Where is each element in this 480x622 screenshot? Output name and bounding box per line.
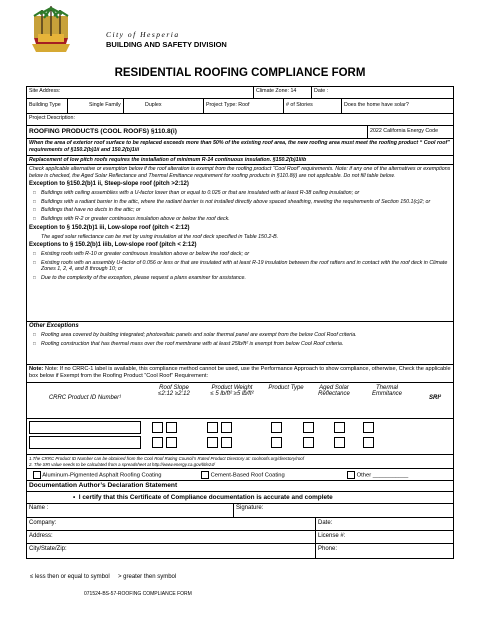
symbol-legend: ≤ less then or equal to symbol > greater then symbol bbox=[30, 574, 177, 580]
row-input-boxes[interactable] bbox=[271, 437, 374, 450]
climate-zone: Climate Zone: 14 bbox=[253, 87, 311, 98]
stories-field[interactable]: # of Stories bbox=[283, 99, 341, 113]
site-row bbox=[27, 87, 453, 99]
building-row bbox=[27, 99, 453, 114]
single-family-label: Single Family bbox=[89, 102, 121, 108]
other-exceptions-title: Other Exceptions bbox=[29, 323, 79, 329]
slope-checkboxes[interactable] bbox=[152, 437, 177, 450]
city-row bbox=[27, 544, 453, 558]
city-state-zip-field[interactable]: City/State/Zip: bbox=[29, 546, 67, 552]
declaration-title: Documentation Author’s Declaration Statement bbox=[29, 482, 178, 489]
name-row bbox=[27, 504, 453, 518]
exception-option[interactable]: □ Due to the complexity of the exception, please request a plans examiner for assistance. bbox=[27, 274, 453, 283]
exceptions-section bbox=[27, 165, 453, 322]
coating-option-aluminum[interactable]: Aluminum-Pigmented Asphalt Roofing Coating bbox=[31, 469, 164, 480]
crrc-id-input[interactable] bbox=[29, 436, 141, 449]
table-header bbox=[27, 383, 453, 419]
exception-option[interactable]: □ Buildings with ceiling assemblies with a U-factor lower than or equal to 0.025 or that are insulated with at least R-38 ceiling insulation; or bbox=[27, 189, 453, 198]
phone-field[interactable]: Phone: bbox=[315, 544, 453, 558]
col-sri: SRI² bbox=[429, 395, 441, 401]
signature-field[interactable]: Signature: bbox=[233, 504, 453, 517]
other-exceptions bbox=[27, 322, 453, 365]
footnotes bbox=[27, 455, 453, 469]
solar-question[interactable]: Does the home have solar? bbox=[341, 99, 453, 113]
declaration-heading bbox=[27, 481, 453, 492]
certify-statement: • I certify that this Certificate of Compliance documentation is accurate and complete bbox=[73, 494, 333, 501]
single-family-checkbox[interactable] bbox=[67, 99, 86, 113]
exception-option[interactable]: □ Existing roofs with R-10 or greater continuous insulation above or below the roof deck; or bbox=[27, 250, 453, 259]
exception-option[interactable]: □ Existing roofs with an assembly U-factor of 0.056 or less or that are insulated with at least R-19 insulation between the roof rafters and in contact with the roof deck in Climate Zones 1, 2, 4, and 8 through 10; or bbox=[27, 259, 453, 274]
address-row bbox=[27, 531, 453, 544]
license-field[interactable]: License #: bbox=[315, 531, 453, 543]
exception-option[interactable]: □ Roofing area covered by building integrated; photovoltaic panels and solar thermal panel are exempt from the below Cool Roof criteria. bbox=[27, 331, 453, 340]
weight-checkboxes[interactable] bbox=[207, 422, 232, 435]
exception-option[interactable]: □ Roofing construction that has thermal mass over the roof membrane with at least 25lb/ft² is exempt from below Cool Roof criteria. bbox=[27, 340, 453, 349]
table-body bbox=[27, 419, 453, 455]
division-name: BUILDING AND SAFETY DIVISION bbox=[106, 40, 227, 49]
form-id: 071524-BS-57-ROOFING COMPLIANCE FORM bbox=[84, 591, 192, 597]
city-logo bbox=[28, 4, 74, 54]
declaration-date-field[interactable]: Date: bbox=[315, 518, 453, 530]
col-thermal-emittance: Thermal Emmitance bbox=[371, 385, 402, 397]
address-field[interactable]: Address: bbox=[29, 533, 53, 539]
exception-option[interactable]: □ Buildings with R-2 or greater continuous insulation above or below the roof deck. bbox=[27, 215, 453, 224]
city-name: City of Hesperia bbox=[106, 30, 180, 39]
weight-checkboxes[interactable] bbox=[207, 437, 232, 450]
low-slope-iiib-exception-title: Exceptions to § 150.2(b)1 iiib, Low-slope roof (pitch < 2:12) bbox=[29, 242, 197, 249]
col-product-weight: Product Weight ≤ 5 lb/ft² ≥5 lb/ft² bbox=[210, 385, 254, 397]
company-row bbox=[27, 518, 453, 531]
row-input-boxes[interactable] bbox=[271, 422, 374, 435]
coating-option-other[interactable]: Other ___________ bbox=[345, 469, 410, 480]
cool-roof-requirement: When the area of exterior roof surface to be replaced exceeds more than 50% of the existing roof area, the new roofing area must meet the roofing product “ Cool roof” requirements of §150.2(b)1ii and 150.2(b)1iii bbox=[27, 139, 453, 156]
low-slope-exception-title: Exception to § 150.2(b)1 iii, Low-slope roof (pitch < 2:12) bbox=[29, 224, 190, 231]
energy-code: 2022 California Energy Code bbox=[367, 126, 453, 138]
project-description-field[interactable]: Project Description: bbox=[29, 115, 75, 121]
crrc-note: Note: Note: If no CRRC-1 label is available, this compliance method cannot be used, use the Performance Approach to show compliance, otherwise, Check the applicable box below if Exempt from the Roofing Product “Cool Roof” Requirement: bbox=[27, 365, 453, 383]
col-crrc-id: CRRC Product ID Number¹ bbox=[48, 395, 122, 401]
footnote: 1.The CRRC Product ID Number can be obtained from the Cool Roof Rating Council’s Rated Product Directory at: coolroofs.org/directory/roof bbox=[29, 456, 304, 461]
steep-slope-exception-title: Exception to §150.2(b)1 ii, Steep-slope roof (pitch >2:12) bbox=[29, 181, 189, 188]
products-row bbox=[27, 126, 453, 139]
site-address-field[interactable]: Site Address: bbox=[29, 88, 61, 94]
project-row bbox=[27, 114, 453, 126]
footnote: 2. The SRI value needs to be calculated from a spreadsheet at http://www.energy.ca.gov/title24/ bbox=[29, 461, 215, 467]
form-title: RESIDENTIAL ROOFING COMPLIANCE FORM bbox=[114, 67, 366, 79]
col-aged-reflectance: Aged Solar Reflectance bbox=[318, 385, 350, 397]
exception-option[interactable]: □ Buildings with a radiant barrier in the attic, where the radiant barrier is not installed directly above spaced sheathing, meeting the requirements of Section 150.1(c)2; or bbox=[27, 198, 453, 207]
coating-option-cement[interactable]: Cement-Based Roof Coating bbox=[199, 469, 287, 480]
company-field[interactable]: Company: bbox=[29, 520, 57, 526]
date-field[interactable]: Date : bbox=[311, 87, 453, 98]
coating-row bbox=[27, 469, 453, 481]
col-product-type: Product Type bbox=[268, 385, 304, 391]
exception-option[interactable]: □ Buildings that have no ducts in the attic; or bbox=[27, 206, 453, 215]
certify-row bbox=[27, 492, 453, 504]
compliance-form bbox=[26, 86, 454, 559]
col-roof-slope: Roof Slope ≤2:12 ≥2:12 bbox=[158, 385, 190, 397]
project-type: Project Type: Roof bbox=[203, 99, 283, 113]
duplex-label: Duplex bbox=[145, 102, 162, 108]
low-pitch-requirement: Replacement of low pitch roofs requires the installation of minimum R-14 continuous insulation. §150.2(b)1liib bbox=[27, 156, 453, 165]
name-field[interactable]: Name : bbox=[29, 505, 49, 511]
duplex-checkbox[interactable] bbox=[123, 99, 139, 113]
slope-checkboxes[interactable] bbox=[152, 422, 177, 435]
low-slope-exception-text: The aged solar reflectance can be met by using insulation at the roof deck specified in Table 150.2-B. bbox=[41, 233, 279, 240]
check-instructions: Check applicable alternative or exemption below if the roof alteration is exempt from the roofing product “Cool Roof” requirements. Note: if any one of the alternatives or exemptions below is checked, the Aged Solar Reflectance and Thermal Emittance requirement for roofing products in §110.8(i) are not applicable. Do not fill table below. bbox=[29, 166, 451, 179]
crrc-id-input[interactable] bbox=[29, 421, 141, 434]
products-heading: ROOFING PRODUCTS (COOL ROOFS) §110.8(i) bbox=[29, 128, 177, 135]
building-type-label: Building Type bbox=[29, 102, 61, 108]
